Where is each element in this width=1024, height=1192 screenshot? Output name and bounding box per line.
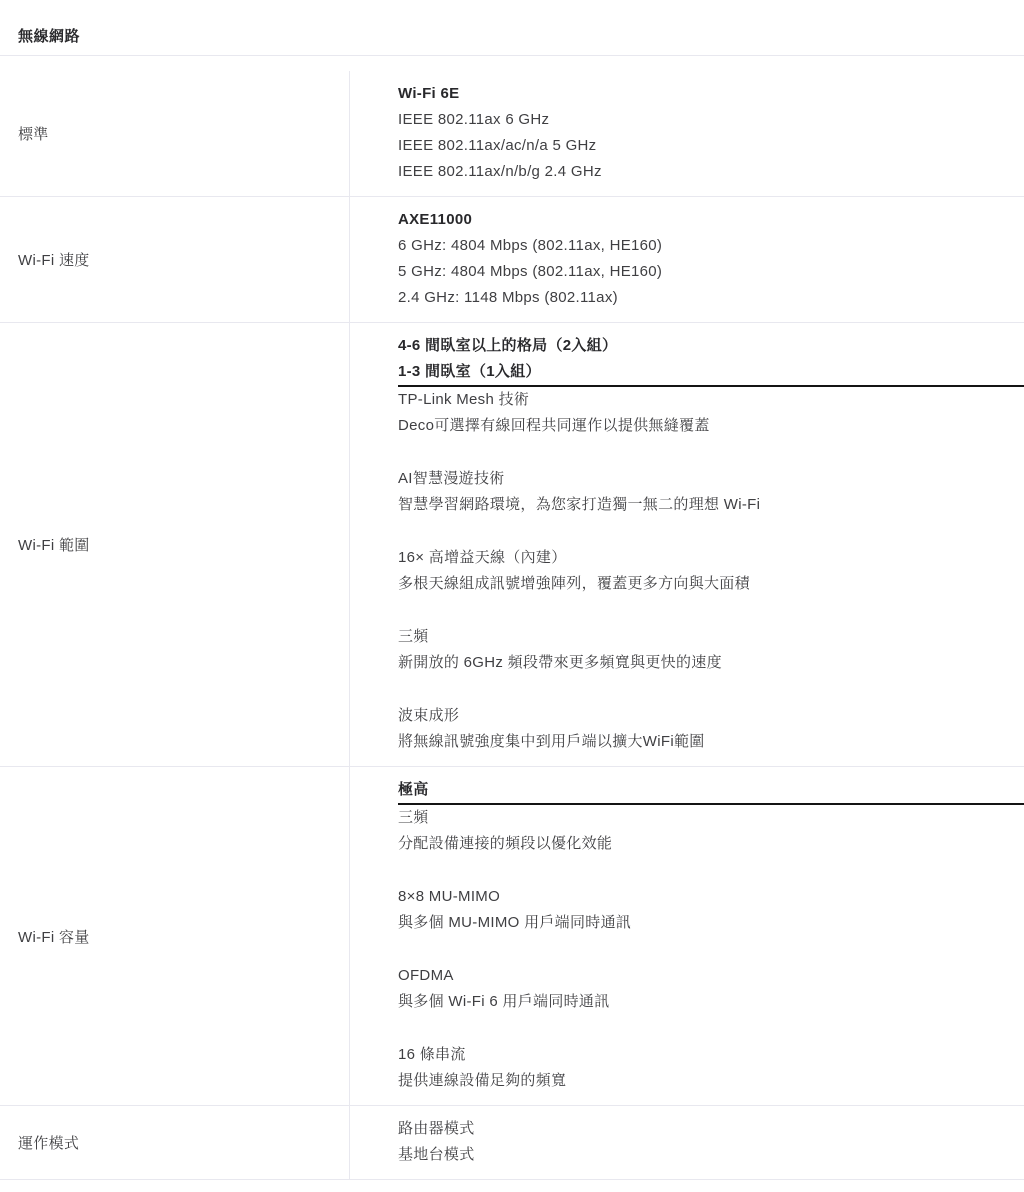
spec-paragraph: [398, 81, 1024, 185]
spec-paragraph: [398, 333, 1024, 387]
spec-row-label: 標準: [0, 71, 350, 196]
spec-line: IEEE 802.11ax/n/b/g 2.4 GHz: [398, 163, 602, 180]
spec-line: 5 GHz: 4804 Mbps (802.11ax, HE160): [398, 263, 663, 280]
spec-line: 6 GHz: 4804 Mbps (802.11ax, HE160): [398, 237, 663, 254]
spec-line: 三頻: [398, 809, 429, 826]
spec-row: [0, 197, 1024, 323]
spec-paragraph: [398, 387, 1024, 439]
spec-line: 將無線訊號強度集中到用戶端以擴大WiFi範圍: [398, 733, 705, 750]
spec-page: [0, 15, 1024, 1180]
spec-line: IEEE 802.11ax/ac/n/a 5 GHz: [398, 137, 597, 154]
spec-line: IEEE 802.11ax 6 GHz: [398, 111, 550, 128]
spec-line: 波束成形: [398, 707, 460, 724]
spec-paragraph: [398, 884, 1024, 936]
spec-row: [0, 1106, 1024, 1180]
spec-row-value: [350, 323, 1024, 766]
spec-paragraph: [398, 207, 1024, 311]
section-title: 無線網路: [0, 15, 1024, 56]
spec-paragraph: [398, 624, 1024, 676]
spec-line: 16 條串流: [398, 1046, 466, 1063]
spec-row: [0, 767, 1024, 1106]
spec-line: 分配設備連接的頻段以優化效能: [398, 835, 613, 852]
spec-row: [0, 323, 1024, 767]
spec-row-value: [350, 1106, 1024, 1179]
spec-line: 1-3 間臥室（1入組）: [398, 363, 541, 380]
spec-line: 智慧學習網路環境，為您家打造獨一無二的理想 Wi-Fi: [398, 496, 761, 513]
spec-line: 新開放的 6GHz 頻段帶來更多頻寬與更快的速度: [398, 654, 722, 671]
spec-line: 極高: [398, 781, 429, 798]
spec-line: TP-Link Mesh 技術: [398, 391, 530, 408]
spec-paragraph: [398, 805, 1024, 857]
spec-row: [0, 71, 1024, 197]
spec-line: Wi-Fi 6E: [398, 85, 460, 102]
spec-row-value: [350, 767, 1024, 1105]
spec-table: [0, 71, 1024, 1180]
spec-line: 提供連線設備足夠的頻寬: [398, 1072, 567, 1089]
spec-line: 與多個 MU-MIMO 用戶端同時通訊: [398, 914, 632, 931]
spec-paragraph: [398, 466, 1024, 518]
spec-row-value: [350, 197, 1024, 322]
spec-row-label: Wi-Fi 速度: [0, 197, 350, 322]
spec-line: AXE11000: [398, 211, 473, 228]
spec-line: OFDMA: [398, 967, 454, 984]
spec-line: AI智慧漫遊技術: [398, 470, 505, 487]
spec-line: 路由器模式: [398, 1120, 475, 1137]
spec-row-label: Wi-Fi 容量: [0, 767, 350, 1105]
spec-line: 三頻: [398, 628, 429, 645]
spec-row-label: 運作模式: [0, 1106, 350, 1179]
spec-line: Deco可選擇有線回程共同運作以提供無縫覆蓋: [398, 417, 710, 434]
spec-row-label: Wi-Fi 範圍: [0, 323, 350, 766]
spec-paragraph: [398, 1042, 1024, 1094]
spec-line: 與多個 Wi-Fi 6 用戶端同時通訊: [398, 993, 610, 1010]
spec-paragraph: [398, 963, 1024, 1015]
spec-row-value: [350, 71, 1024, 196]
spec-paragraph: [398, 545, 1024, 597]
spec-paragraph: [398, 777, 1024, 805]
spec-paragraph: [398, 1116, 1024, 1168]
spec-line: 4-6 間臥室以上的格局（2入組）: [398, 337, 618, 354]
spec-line: 8×8 MU-MIMO: [398, 888, 501, 905]
spec-line: 2.4 GHz: 1148 Mbps (802.11ax): [398, 289, 618, 306]
spec-line: 基地台模式: [398, 1146, 475, 1163]
spec-line: 多根天線組成訊號增強陣列，覆蓋更多方向與大面積: [398, 575, 750, 592]
spec-paragraph: [398, 703, 1024, 755]
spec-line: 16× 高增益天線（內建）: [398, 549, 567, 566]
